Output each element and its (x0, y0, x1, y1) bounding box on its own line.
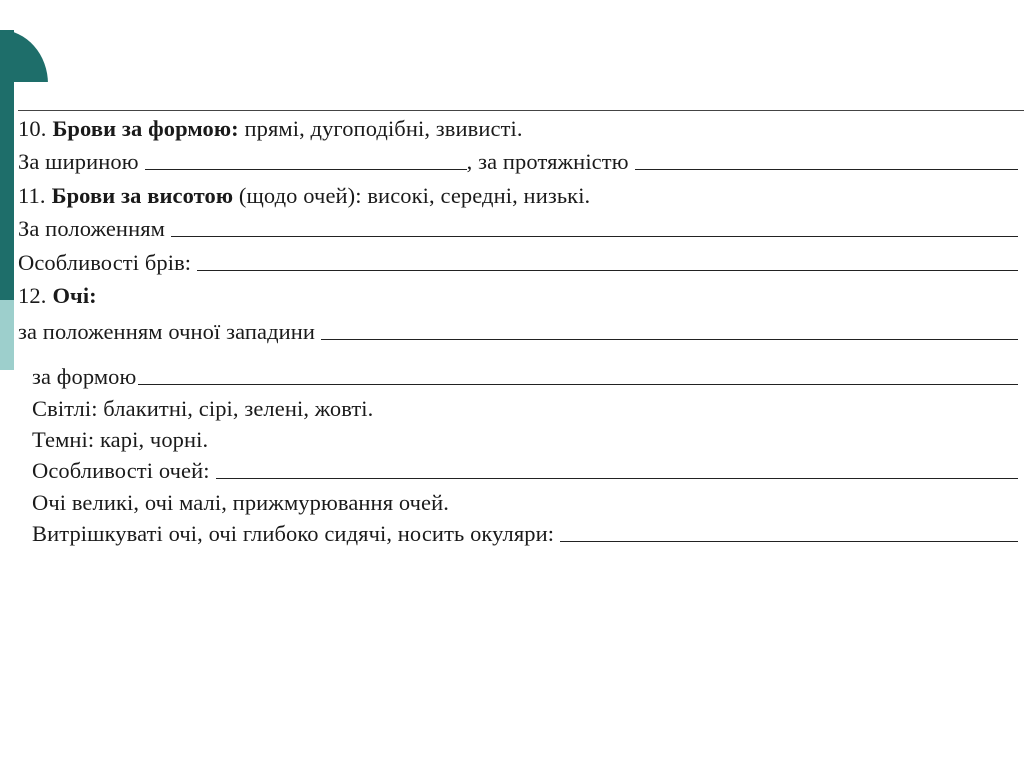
light-eyes-text: Світлі: блакитні, сірі, зелені, жовті. (32, 396, 374, 421)
eye-shape-answer-line[interactable] (138, 383, 1018, 385)
length-answer-line[interactable] (635, 168, 1018, 170)
row-light-eyes (32, 390, 1024, 422)
row-eyes-heading (18, 277, 1024, 309)
field-label-position: За положенням (18, 216, 166, 241)
field-label-eye-extra: Витрішкуваті очі, очі глибоко сидячі, носить окуляри: (32, 521, 555, 546)
width-answer-line[interactable] (145, 168, 467, 170)
row-eyebrow-features (18, 244, 1024, 276)
position-answer-line[interactable] (171, 235, 1018, 237)
eyebrow-features-answer-line[interactable] (197, 269, 1018, 271)
field-label-length: , за протяжністю (466, 149, 629, 174)
eye-extra-answer-line[interactable] (560, 540, 1018, 542)
row-eyebrows-shape (18, 110, 1024, 142)
row-eye-features (32, 452, 1024, 484)
item-title: Брови за формою: (52, 116, 239, 141)
field-label-width: За шириною (18, 149, 139, 174)
item-title: Очі: (52, 283, 97, 308)
item-title: Брови за висотою (51, 183, 234, 208)
row-width-length (18, 143, 1024, 175)
row-eyebrows-height (18, 177, 1024, 209)
row-dark-eyes (32, 421, 1024, 453)
item-options: (щодо очей): високі, середні, низькі. (233, 183, 591, 208)
eye-socket-answer-line[interactable] (321, 338, 1018, 340)
field-label-eye-shape: за формою (32, 364, 137, 389)
row-eye-shape (32, 358, 1024, 390)
row-eye-socket (18, 313, 1024, 345)
row-eye-size (32, 484, 1024, 516)
item-number: 10. (18, 116, 47, 141)
item-options: прямі, дугоподібні, звивисті. (238, 116, 523, 141)
item-number: 11. (18, 183, 46, 208)
eye-features-answer-line[interactable] (216, 477, 1018, 479)
field-label-eyebrow-features: Особливості брів: (18, 250, 192, 275)
field-label-eye-features: Особливості очей: (32, 458, 210, 483)
slide-accent-bar-light (0, 300, 14, 370)
slide-accent-curve (0, 30, 48, 84)
slide-accent-mask (14, 82, 54, 88)
dark-eyes-text: Темні: карі, чорні. (32, 427, 209, 452)
row-position (18, 210, 1024, 242)
item-number: 12. (18, 283, 47, 308)
row-eye-extra (32, 515, 1024, 547)
eye-size-text: Очі великі, очі малі, прижмурювання очей. (32, 490, 450, 515)
field-label-eye-socket: за положенням очної западини (18, 319, 316, 344)
